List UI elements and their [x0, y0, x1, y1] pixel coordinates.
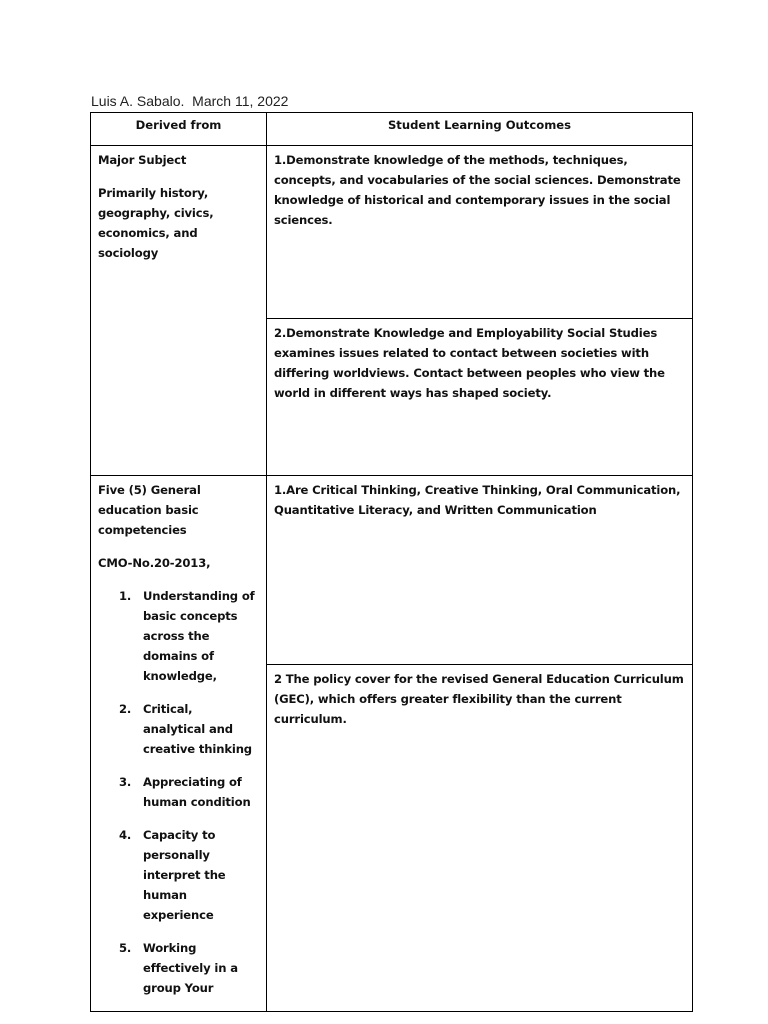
list-number: 5.: [119, 941, 132, 955]
major-subject-description: Primarily history, geography, civics, economics, and sociology: [98, 186, 214, 260]
list-item-text: Capacity to personally interpret the human experience: [143, 828, 226, 922]
list-item: [119, 938, 259, 998]
list-item: [119, 772, 259, 812]
list-number: 2.: [119, 702, 132, 716]
outcome-text: 2 The policy cover for the revised General Education Curriculum (GEC), which offers greater flexibility than the current curriculum.: [274, 671, 684, 726]
table-row: [91, 476, 693, 665]
list-item: [119, 586, 259, 686]
general-education-cell: [91, 476, 267, 1012]
major-subject-cell: [91, 146, 267, 476]
outcome-text: 2.Demonstrate Knowledge and Employability Social Studies examines issues related to contact between societies with differing worldviews. Contact between peoples who view the world in different ways has shaped society.: [274, 326, 665, 400]
competencies-list: [98, 586, 259, 998]
major-subject-title: Major Subject: [98, 153, 187, 167]
list-item-text: Understanding of basic concepts across the domains of knowledge,: [143, 589, 255, 683]
list-item: [119, 825, 259, 925]
list-number: 1.: [119, 589, 132, 603]
outcome-cell: [267, 476, 693, 665]
list-item-text: Working effectively in a group Your: [143, 941, 238, 995]
list-item-text: Critical, analytical and creative thinking: [143, 702, 252, 756]
list-number: 4.: [119, 828, 132, 842]
header-student-learning-outcomes: Student Learning Outcomes: [267, 113, 693, 146]
list-item: [119, 699, 259, 759]
learning-outcomes-table: [90, 112, 693, 1012]
outcome-cell: [267, 664, 693, 1011]
list-item-text: Appreciating of human condition: [143, 775, 251, 809]
header-derived-from: Derived from: [91, 113, 267, 146]
outcome-text: 1.Demonstrate knowledge of the methods, techniques, concepts, and vocabularies of the social sciences. Demonstrate knowledge of historical and contemporary issues in the social sciences.: [274, 153, 681, 227]
outcome-cell: [267, 146, 693, 319]
table-row: [91, 146, 693, 319]
cmo-reference: CMO-No.20-2013,: [98, 556, 211, 570]
general-education-title: Five (5) General education basic competencies: [98, 483, 201, 537]
list-number: 3.: [119, 775, 132, 789]
outcome-cell: [267, 319, 693, 476]
outcome-text: 1.Are Critical Thinking, Creative Thinking, Oral Communication, Quantitative Literacy, and Written Communication: [274, 483, 681, 517]
table-header-row: [91, 113, 693, 146]
author-date-line: Luis A. Sabalo. March 11, 2022: [91, 93, 289, 109]
